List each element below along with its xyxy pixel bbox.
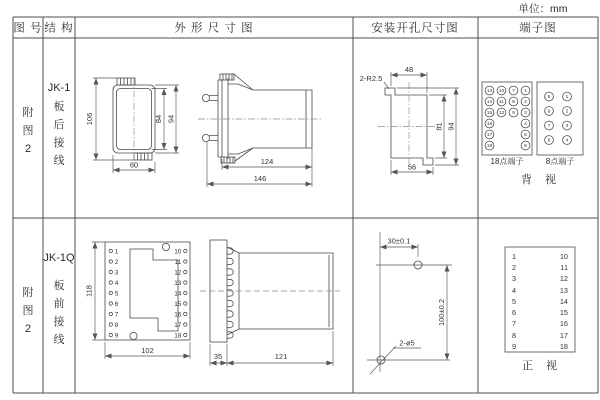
terminal-pin: 4	[565, 138, 569, 144]
terminal-pin: 16	[486, 122, 493, 128]
row1-fig-char: 图	[22, 125, 34, 137]
row2-view-label: 正 视	[521, 360, 563, 372]
jk1-cutout-view	[360, 65, 459, 175]
dim-56: 56	[407, 162, 417, 172]
dim-60: 60	[129, 160, 139, 170]
termbox-pin: 7	[512, 319, 517, 328]
dim-84: 84	[154, 114, 163, 124]
terminal-8pt-label: 8点端子	[545, 157, 575, 166]
jk1-side-view	[198, 74, 322, 187]
row1-wiring-char: 接	[53, 137, 65, 149]
row1-fig-char: 附	[22, 107, 34, 119]
front-pin: 6	[114, 300, 119, 308]
terminal-pin: 5	[547, 95, 551, 101]
dim-81: 81	[434, 122, 444, 131]
row2-fig-char: 图	[22, 305, 34, 317]
front-pin: 10	[174, 248, 182, 256]
terminal-pin: 6	[547, 109, 551, 115]
terminal-pin: 18	[486, 144, 493, 150]
terminal-18pt	[482, 82, 532, 166]
dim-48: 48	[404, 65, 414, 74]
terminal-pin: 7	[512, 89, 515, 95]
row1-wiring-char: 后	[53, 119, 65, 131]
termbox-pin: 13	[559, 286, 568, 295]
front-pin: 12	[174, 269, 182, 277]
termbox-pin: 16	[559, 319, 568, 328]
jk1-front-view	[85, 78, 179, 173]
terminal-8pt	[537, 82, 583, 166]
termbox-pin: 3	[512, 274, 517, 283]
terminal-pin: 6	[524, 144, 527, 150]
terminal-pin: 2	[524, 100, 527, 106]
dim-118: 118	[84, 285, 94, 297]
header-outline: 外 形 尺 寸 图	[174, 22, 254, 35]
terminal-pin: 17	[486, 133, 493, 139]
dim-124: 124	[260, 157, 274, 166]
front-pin: 4	[114, 279, 119, 287]
table-header	[13, 21, 556, 35]
terminal-pin: 11	[498, 100, 505, 106]
front-pin: 14	[174, 290, 182, 298]
dim-94b: 94	[446, 122, 456, 131]
jk1q-front-view	[85, 242, 191, 359]
terminal-18pt-label: 18点端子	[490, 157, 524, 166]
row2-structure	[43, 252, 75, 346]
terminal-pin: 13	[486, 89, 493, 95]
terminal-pin: 7	[547, 124, 551, 130]
row2-wiring-char: 板	[53, 280, 65, 292]
termbox-pin: 5	[512, 297, 517, 306]
termbox-pin: 17	[559, 331, 568, 340]
terminal-pin: 12	[498, 111, 505, 117]
front-pin: 2	[114, 258, 119, 266]
dim-121: 121	[274, 352, 288, 361]
row1-structure	[48, 82, 71, 167]
front-pin: 15	[174, 300, 182, 308]
terminal-pin: 2	[565, 109, 569, 115]
termbox-pin: 4	[512, 286, 517, 295]
terminal-pin: 5	[524, 133, 527, 139]
termbox-pin: 15	[559, 308, 568, 317]
terminal-pin: 3	[524, 111, 527, 117]
dim-30: 30±0.1	[387, 236, 411, 246]
terminal-pin: 14	[486, 100, 493, 106]
front-pin: 11	[174, 258, 182, 266]
header-terminal: 端子图	[519, 22, 557, 35]
row2-fig-char: 附	[22, 287, 34, 299]
row1-model: JK-1	[47, 82, 71, 94]
row1-wiring-char: 板	[53, 101, 65, 113]
row1-view-label: 背 视	[520, 174, 562, 186]
unit-label: 单位：mm	[518, 3, 568, 15]
row2-fig-char: 2	[24, 323, 32, 335]
dim-146: 146	[253, 174, 267, 183]
table-grid	[13, 17, 598, 393]
front-pin: 5	[114, 290, 119, 298]
termbox-pin: 9	[512, 342, 517, 351]
front-pin: 3	[114, 269, 119, 277]
row2-wiring-char: 线	[53, 334, 65, 346]
row2-model: JK-1Q	[43, 252, 75, 264]
terminal-pin: 15	[486, 111, 493, 117]
front-pin: 13	[174, 279, 182, 287]
termbox-pin: 6	[512, 308, 517, 317]
header-mounting: 安装开孔尺寸图	[371, 22, 459, 35]
front-pin: 18	[174, 332, 182, 340]
termbox-pin: 18	[559, 342, 568, 351]
front-pin: 1	[114, 248, 119, 256]
front-pin: 9	[114, 332, 119, 340]
terminal-pin: 10	[498, 89, 505, 95]
row2-fig-no	[23, 285, 34, 335]
termbox-pin: 8	[512, 331, 517, 340]
termbox-pin: 1	[512, 252, 517, 261]
front-pin: 8	[114, 321, 119, 329]
dim-102: 102	[141, 346, 154, 355]
dim-106: 106	[85, 112, 94, 126]
row1-fig-char: 2	[24, 143, 32, 155]
jk1q-mounting-view	[367, 232, 452, 374]
header-fig-no: 图 号	[13, 22, 43, 35]
jk1q-terminal-box	[505, 247, 575, 352]
front-pin: 7	[114, 311, 119, 319]
jk1q-side-view	[200, 240, 340, 366]
dim-35: 35	[213, 352, 223, 361]
row2-wiring-char: 前	[53, 298, 65, 310]
terminal-pin: 1	[524, 89, 527, 95]
termbox-pin: 11	[560, 263, 568, 272]
termbox-pin: 12	[559, 274, 568, 283]
header-structure: 结 构	[44, 22, 74, 35]
terminal-pin: 4	[524, 122, 527, 128]
cutout-radius-note: 2-R2.5	[359, 74, 383, 83]
terminal-pin: 8	[512, 100, 515, 106]
row1-wiring-char: 线	[53, 155, 65, 167]
front-pin: 17	[174, 321, 182, 329]
terminal-pin: 8	[547, 138, 551, 144]
dim-100: 100±0.2	[437, 298, 446, 327]
terminal-pin: 1	[565, 95, 569, 101]
dim-94: 94	[166, 114, 176, 124]
hole-note: 2-ø5	[399, 338, 415, 348]
terminal-pin: 9	[512, 111, 515, 117]
row2-wiring-char: 接	[53, 316, 65, 328]
terminal-pin: 3	[565, 124, 569, 130]
front-pin: 16	[174, 311, 182, 319]
termbox-pin: 14	[559, 297, 568, 306]
row1-fig-no	[23, 105, 34, 155]
termbox-pin: 10	[559, 252, 568, 261]
termbox-pin: 2	[512, 263, 517, 272]
